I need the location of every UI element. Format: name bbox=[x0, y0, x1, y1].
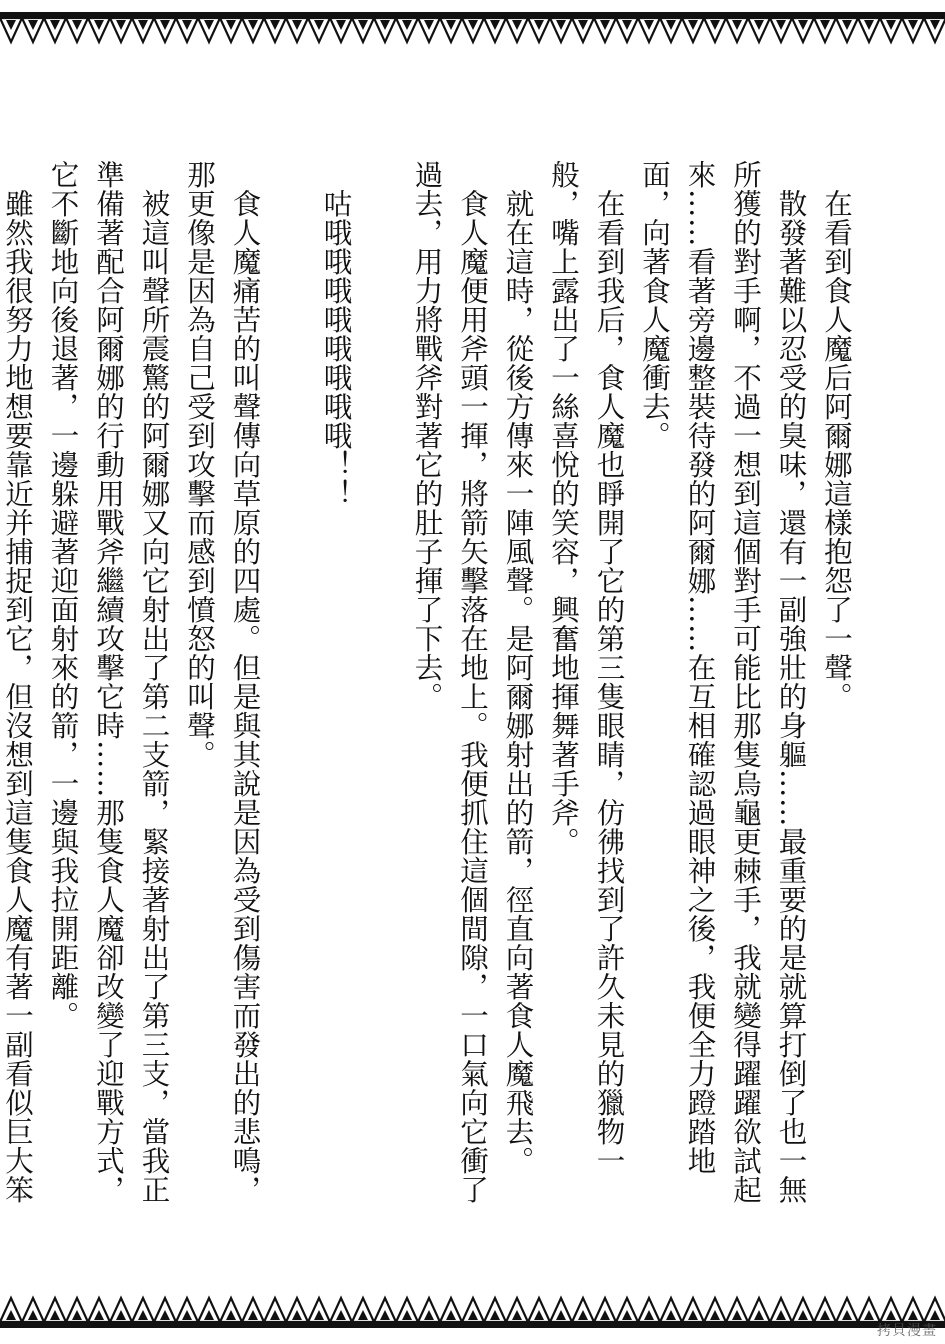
zigzag-fill bbox=[864, 20, 874, 30]
zigzag-fill bbox=[358, 20, 368, 30]
zigzag-fill bbox=[798, 1310, 808, 1320]
paragraph: 被這叫聲所震驚的阿爾娜又向它射出了第二支箭，緊接著射出了第三支，當我正準備著配合阿爾娜的行動用戰斧繼續攻擊它時……那隻食人魔卻改變了迎戰方式，它不斷地向後退著，一邊躲避著迎面射來的箭，一邊與我拉開距離。 bbox=[46, 160, 171, 1204]
zigzag-fill bbox=[446, 20, 456, 30]
paragraph: 食人魔痛苦的叫聲傳向草原的四處。但是與其說是因為受到傷害而發出的悲鳴，那更像是因為自己受到攻擊而感到憤怒的叫聲。 bbox=[183, 160, 262, 1204]
zigzag-fill bbox=[292, 1310, 302, 1320]
paragraph: 就在這時，從後方傳來一陣風聲。是阿爾娜射出的箭，徑直向著食人魔飛去。 bbox=[501, 188, 535, 1175]
zigzag-fill bbox=[138, 20, 148, 30]
zigzag-fill bbox=[270, 1310, 280, 1320]
blank-line bbox=[359, 160, 405, 1230]
decorative-border-bottom bbox=[0, 1292, 945, 1328]
zigzag-fill bbox=[468, 1310, 478, 1320]
zigzag-pattern bbox=[0, 18, 945, 42]
paragraph: 在看到我后，食人魔也睜開了它的第三隻眼睛，仿彿找到了許久未見的獵物一般，嘴上露出了一絲喜悅的笑容，興奮地揮舞著手斧。 bbox=[547, 160, 626, 1175]
zigzag-fill bbox=[402, 20, 412, 30]
zigzag-fill bbox=[534, 20, 544, 30]
zigzag-fill bbox=[28, 1310, 38, 1320]
zigzag-fill bbox=[116, 20, 126, 30]
zigzag-fill bbox=[490, 20, 500, 30]
zigzag-fill bbox=[402, 1310, 412, 1320]
zigzag-fill bbox=[270, 20, 280, 30]
zigzag-fill bbox=[644, 1310, 654, 1320]
paragraph: 在看到食人魔后阿爾娜這樣抱怨了一聲。 bbox=[820, 188, 853, 711]
zigzag-fill bbox=[666, 1310, 676, 1320]
zigzag-fill bbox=[28, 20, 38, 30]
zigzag-fill bbox=[600, 1310, 610, 1320]
zigzag-fill bbox=[358, 1310, 368, 1320]
zigzag-fill bbox=[886, 20, 896, 30]
vertical-text-body bbox=[1, 160, 859, 1230]
watermark-text: 拷貝漫畫 bbox=[877, 1323, 937, 1339]
zigzag-fill bbox=[578, 1310, 588, 1320]
zigzag-fill bbox=[72, 20, 82, 30]
zigzag-fill bbox=[204, 20, 214, 30]
zigzag-fill bbox=[248, 1310, 258, 1320]
zigzag-fill bbox=[556, 20, 566, 30]
zigzag-fill bbox=[776, 20, 786, 30]
zigzag-fill bbox=[160, 1310, 170, 1320]
zigzag-fill bbox=[116, 1310, 126, 1320]
zigzag-fill bbox=[424, 20, 434, 30]
zigzag-fill bbox=[710, 1310, 720, 1320]
zigzag-fill bbox=[446, 1310, 456, 1320]
zigzag-fill bbox=[930, 20, 940, 30]
zigzag-fill bbox=[908, 1310, 918, 1320]
blank-line bbox=[268, 160, 314, 1230]
zigzag-fill bbox=[314, 1310, 324, 1320]
zigzag-fill bbox=[336, 1310, 346, 1320]
zigzag-fill bbox=[314, 20, 324, 30]
zigzag-fill bbox=[842, 1310, 852, 1320]
zigzag-fill bbox=[468, 20, 478, 30]
zigzag-fill bbox=[908, 20, 918, 30]
zigzag-fill bbox=[94, 1310, 104, 1320]
zigzag-fill bbox=[886, 1310, 896, 1320]
zigzag-fill bbox=[160, 20, 170, 30]
zigzag-fill bbox=[578, 20, 588, 30]
zigzag-fill bbox=[732, 20, 742, 30]
zigzag-fill bbox=[182, 20, 192, 30]
zigzag-fill bbox=[864, 1310, 874, 1320]
zigzag-fill bbox=[512, 20, 522, 30]
paragraph: 雖然我很努力地想要靠近并捕捉到它，但沒想到這隻食人魔有著一副看似巨大笨 bbox=[1, 188, 34, 1204]
zigzag-fill bbox=[688, 20, 698, 30]
zigzag-fill bbox=[930, 1310, 940, 1320]
zigzag-fill bbox=[182, 1310, 192, 1320]
paragraph: 散發著難以忍受的臭味，還有一副強壯的身軀……最重要的是就算打倒了也一無所獲的對手啊，不過一想到這個對手可能比那隻烏龜更棘手，我就變得躍躍欲試起來……看著旁邊整裝待發的阿爾娜……在互相確認過眼神之後，我便全力蹬踏地面，向著食人魔衝去。 bbox=[638, 160, 808, 1204]
paragraph-shout: 咕哦哦哦哦哦哦哦哦！！ bbox=[319, 188, 353, 508]
zigzag-fill bbox=[798, 20, 808, 30]
zigzag-fill bbox=[138, 1310, 148, 1320]
paragraph: 食人魔便用斧頭一揮，將箭矢擊落在地上。我便抓住這個間隙，一口氣向它衝了過去，用力將戰斧對著它的肚子揮了下去。 bbox=[410, 160, 489, 1204]
zigzag-fill bbox=[732, 1310, 742, 1320]
zigzag-fill bbox=[72, 1310, 82, 1320]
zigzag-border-top-icon bbox=[0, 12, 945, 48]
zigzag-fill bbox=[380, 1310, 390, 1320]
zigzag-border-bottom-icon bbox=[0, 1292, 945, 1328]
zigzag-fill bbox=[204, 1310, 214, 1320]
zigzag-fill bbox=[226, 20, 236, 30]
zigzag-fill bbox=[622, 20, 632, 30]
zigzag-fill bbox=[710, 20, 720, 30]
zigzag-fill bbox=[94, 20, 104, 30]
zigzag-fill bbox=[842, 20, 852, 30]
zigzag-fill bbox=[600, 20, 610, 30]
zigzag-fill bbox=[380, 20, 390, 30]
zigzag-fill bbox=[776, 1310, 786, 1320]
zigzag-fill bbox=[754, 20, 764, 30]
zigzag-fill bbox=[820, 1310, 830, 1320]
zigzag-fill bbox=[248, 20, 258, 30]
zigzag-fill bbox=[490, 1310, 500, 1320]
zigzag-fill bbox=[6, 20, 16, 30]
zigzag-fill bbox=[666, 20, 676, 30]
zigzag-fill bbox=[622, 1310, 632, 1320]
zigzag-fill bbox=[688, 1310, 698, 1320]
zigzag-fill bbox=[534, 1310, 544, 1320]
zigzag-fill bbox=[50, 20, 60, 30]
zigzag-fill bbox=[754, 1310, 764, 1320]
zigzag-fill bbox=[50, 1310, 60, 1320]
zigzag-fill bbox=[820, 20, 830, 30]
zigzag-fill bbox=[424, 1310, 434, 1320]
zigzag-fill bbox=[336, 20, 346, 30]
zigzag-fill bbox=[292, 20, 302, 30]
decorative-border-top bbox=[0, 12, 945, 48]
zigzag-fill bbox=[556, 1310, 566, 1320]
zigzag-fill bbox=[644, 20, 654, 30]
zigzag-pattern bbox=[0, 1298, 945, 1322]
zigzag-fill bbox=[226, 1310, 236, 1320]
zigzag-fill bbox=[512, 1310, 522, 1320]
zigzag-fill bbox=[6, 1310, 16, 1320]
